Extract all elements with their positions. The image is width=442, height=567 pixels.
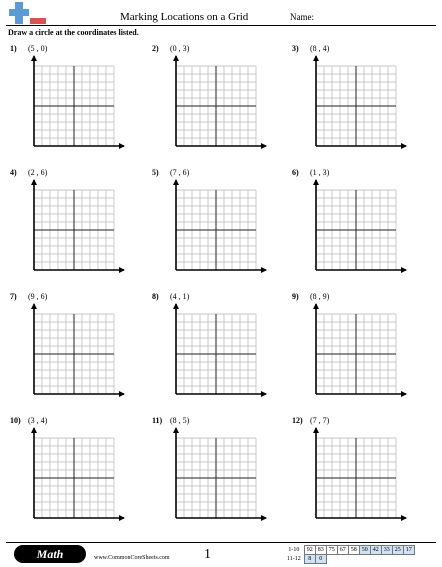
problem-number: 3)	[292, 44, 299, 53]
y-axis-arrow	[31, 55, 37, 61]
problem-coordinate: (8 , 9)	[310, 292, 330, 301]
problem-coordinate: (1 , 3)	[310, 168, 330, 177]
problem-coordinate: (7 , 7)	[310, 416, 330, 425]
x-axis-arrow	[261, 267, 267, 273]
problem-number: 12)	[292, 416, 303, 425]
x-axis-arrow	[401, 143, 407, 149]
score-cell: 25	[392, 546, 403, 555]
problem-number: 9)	[292, 292, 299, 301]
coordinate-grid[interactable]	[14, 426, 130, 538]
score-cell: 75	[326, 546, 337, 555]
problem-coordinate: (2 , 6)	[28, 168, 48, 177]
footer-rule	[6, 542, 436, 543]
x-axis-arrow	[119, 267, 125, 273]
x-axis-arrow	[119, 515, 125, 521]
score-row-label: 1-10	[288, 547, 300, 553]
page-number: 1	[204, 547, 211, 562]
score-cell: 42	[370, 546, 381, 555]
problem-coordinate: (5 , 0)	[28, 44, 48, 53]
coordinate-grid[interactable]	[156, 178, 272, 290]
coordinate-grid[interactable]	[296, 178, 412, 290]
x-axis-arrow	[261, 515, 267, 521]
coordinate-grid[interactable]	[156, 426, 272, 538]
y-axis-arrow	[313, 303, 319, 309]
instructions: Draw a circle at the coordinates listed.	[8, 28, 139, 37]
x-axis-arrow	[119, 391, 125, 397]
problem-1	[10, 44, 130, 162]
score-cell: 17	[403, 546, 414, 555]
problem-coordinate: (0 , 3)	[170, 44, 190, 53]
score-cell: 33	[381, 546, 392, 555]
problem-8	[152, 292, 272, 410]
x-axis-arrow	[119, 143, 125, 149]
site-url: www.CommonCoreSheets.com	[94, 555, 170, 561]
problem-coordinate: (8 , 5)	[170, 416, 190, 425]
x-axis-arrow	[261, 143, 267, 149]
y-axis-arrow	[173, 55, 179, 61]
page-title: Marking Locations on a Grid	[120, 11, 249, 23]
problem-number: 1)	[10, 44, 17, 53]
problem-11	[152, 416, 272, 534]
score-table	[285, 545, 415, 564]
problem-number: 2)	[152, 44, 159, 53]
problem-6	[292, 168, 412, 286]
problem-coordinate: (3 , 4)	[28, 416, 48, 425]
score-cell: 83	[315, 546, 326, 555]
y-axis-arrow	[313, 179, 319, 185]
problem-coordinate: (4 , 1)	[170, 292, 190, 301]
problem-number: 8)	[152, 292, 159, 301]
x-axis-arrow	[401, 391, 407, 397]
y-axis-arrow	[173, 179, 179, 185]
coordinate-grid[interactable]	[14, 178, 130, 290]
coordinate-grid[interactable]	[296, 302, 412, 414]
problem-5	[152, 168, 272, 286]
problem-number: 11)	[152, 416, 163, 425]
y-axis-arrow	[173, 303, 179, 309]
y-axis-arrow	[173, 427, 179, 433]
coordinate-grid[interactable]	[296, 426, 412, 538]
problem-9	[292, 292, 412, 410]
problem-coordinate: (8 , 4)	[310, 44, 330, 53]
problem-number: 6)	[292, 168, 299, 177]
brand-badge: Math	[14, 545, 86, 563]
coordinate-grid[interactable]	[14, 302, 130, 414]
coordinate-grid[interactable]	[156, 302, 272, 414]
score-cell: 58	[348, 546, 359, 555]
score-cell: 92	[304, 546, 315, 555]
coordinate-grid[interactable]	[296, 54, 412, 166]
problem-number: 4)	[10, 168, 17, 177]
x-axis-arrow	[401, 515, 407, 521]
score-row	[285, 546, 414, 555]
score-cell: 67	[337, 546, 348, 555]
score-cell: 0	[315, 555, 326, 564]
y-axis-arrow	[313, 427, 319, 433]
x-axis-arrow	[261, 391, 267, 397]
coordinate-grid[interactable]	[156, 54, 272, 166]
y-axis-arrow	[31, 179, 37, 185]
coordinate-grid[interactable]	[14, 54, 130, 166]
score-cell: 8	[304, 555, 315, 564]
problem-coordinate: (7 , 6)	[170, 168, 190, 177]
name-label: Name:	[290, 12, 314, 22]
problem-7	[10, 292, 130, 410]
problem-10	[10, 416, 130, 534]
problem-3	[292, 44, 412, 162]
problem-2	[152, 44, 272, 162]
problem-number: 10)	[10, 416, 21, 425]
footer	[0, 540, 442, 567]
problem-4	[10, 168, 130, 286]
problem-coordinate: (9 , 6)	[28, 292, 48, 301]
score-row	[285, 555, 414, 564]
y-axis-arrow	[313, 55, 319, 61]
problem-12	[292, 416, 412, 534]
x-axis-arrow	[401, 267, 407, 273]
problem-number: 5)	[152, 168, 159, 177]
y-axis-arrow	[31, 303, 37, 309]
y-axis-arrow	[31, 427, 37, 433]
score-row-label: 11-12	[287, 556, 301, 562]
score-cell: 50	[359, 546, 370, 555]
problem-number: 7)	[10, 292, 17, 301]
